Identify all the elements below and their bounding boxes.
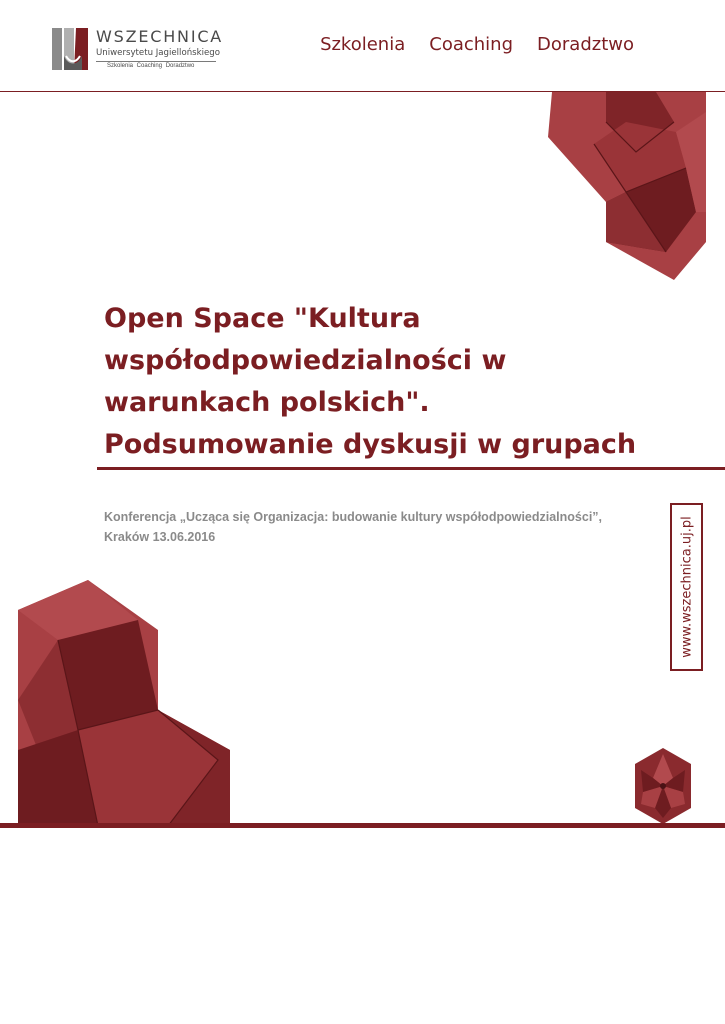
logo-divider [96, 61, 216, 62]
nav-item-szkolenia[interactable]: Szkolenia [320, 34, 406, 55]
logo-subtitle: Uniwersytetu Jagiellońskiego [96, 48, 220, 58]
title-divider [97, 467, 725, 470]
footer-divider [0, 823, 725, 828]
website-link[interactable] [670, 503, 703, 671]
place-date: Kraków 13.06.2016 [104, 530, 216, 544]
origami-decoration-bottom-left [18, 580, 230, 826]
logo-tagline: Szkolenia Coaching Doradztwo [107, 63, 195, 69]
document-title: Open Space "Kultura współodpowiedzialności w warunkach polskich". Podsumowanie dyskusji w grupach [104, 303, 637, 460]
conference-line: Konferencja „Ucząca się Organizacja: budowanie kultury współodpowiedzialności”, [104, 510, 603, 524]
logo-name: WSZECHNICA [96, 27, 224, 46]
origami-flower-icon [633, 748, 693, 824]
conference-subtitle [104, 507, 624, 547]
origami-decoration-top-right [546, 92, 706, 280]
wszechnica-logo[interactable] [50, 26, 225, 74]
website-url: www.wszechnica.uj.pl [679, 516, 694, 658]
nav-item-coaching[interactable]: Coaching [429, 34, 514, 55]
top-navigation [320, 34, 634, 55]
wszechnica-logo-mark-icon [50, 26, 90, 72]
nav-item-doradztwo[interactable]: Doradztwo [537, 34, 634, 55]
